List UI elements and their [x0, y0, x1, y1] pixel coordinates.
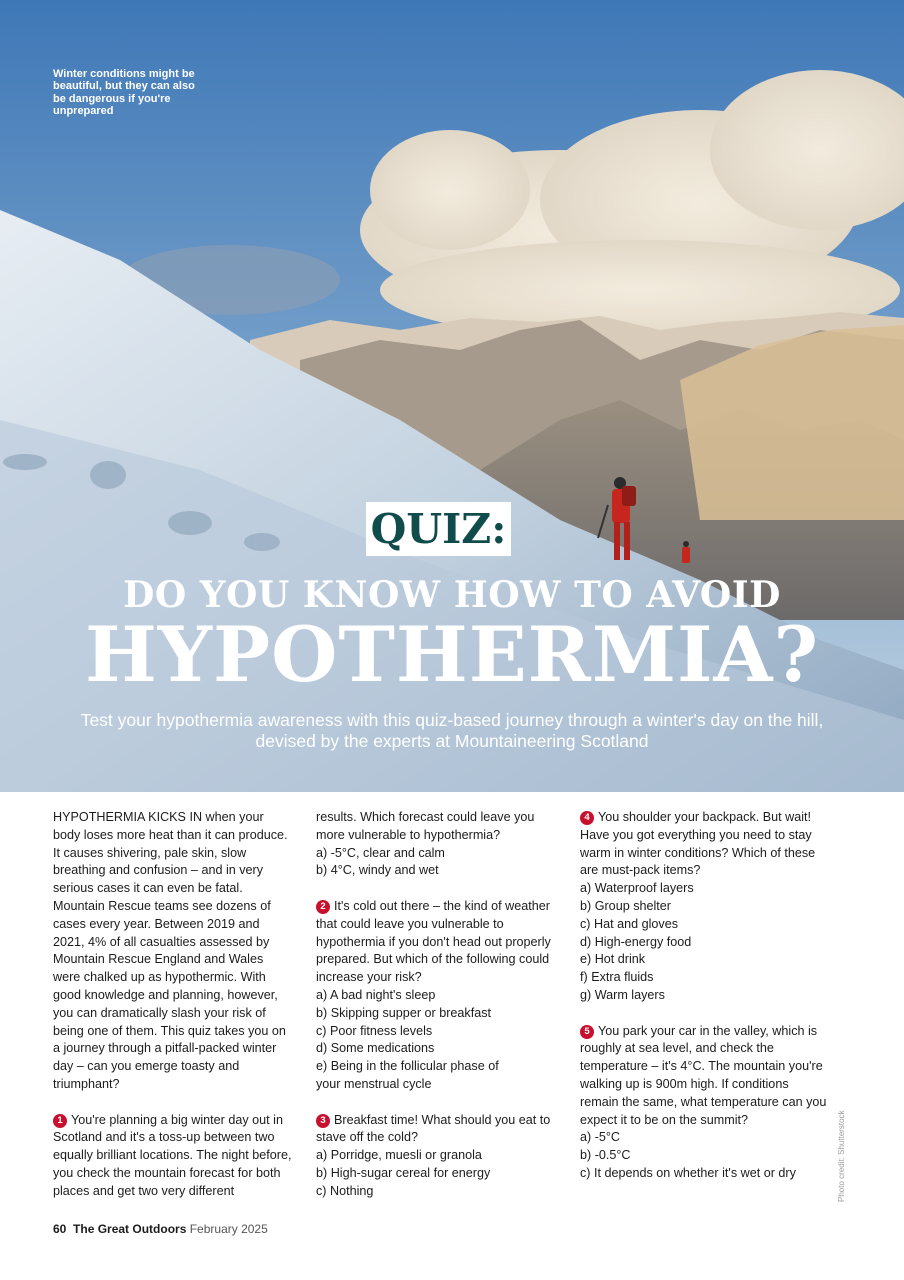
photo-credit: Photo credit: Shutterstock: [837, 1110, 846, 1202]
headline-line-2: HYPOTHERMIA?: [84, 610, 820, 699]
quiz-badge: [366, 502, 511, 556]
q4-option: d) High-energy food: [580, 934, 692, 949]
hiker-figure-distant: [682, 541, 690, 563]
question-4: [580, 809, 828, 880]
number-bullet-2: 2: [316, 900, 330, 914]
q4-option: g) Warm layers: [580, 987, 665, 1002]
page-number: 60: [53, 1222, 67, 1236]
question-2-text: It's cold out there – the kind of weather that could leave you vulnerable to hypothermia if you don't head out properly prepared. But which of the following could increase your risk?: [316, 898, 551, 985]
number-bullet-5: 5: [580, 1025, 594, 1039]
intro-text: when your body loses more heat than it can produce. It causes shivering, pale skin, slow breathing and confusion – and in very serious cases it can even be fatal. Mountain Rescue teams see dozens of cases every year. Between 2019 and 2021, 4% of all casualties assessed by Mountain Rescue England and Wales were chalked up as hypothermic. With good knowledge and planning, however, you can dramatically slash your risk of being one of them. This quiz takes you on a journey through a pitfall-packed winter day – can you emerge toasty and triumphant?: [53, 810, 288, 1091]
number-bullet-3: 3: [316, 1114, 330, 1128]
q3-option: a) Porridge, muesli or granola: [316, 1148, 482, 1163]
question-3: [316, 1112, 564, 1148]
question-1-continued: results. Which forecast could leave you more vulnerable to hypothermia?: [316, 810, 535, 842]
q4-option: e) Hot drink: [580, 952, 646, 967]
intro-lead: HYPOTHERMIA KICKS IN: [53, 810, 203, 824]
question-4-text: You shoulder your backpack. But wait! Have you got everything you need to stay warm in winter conditions? Which of these are must-pack items?: [580, 810, 816, 878]
q2-option: b) Skipping supper or breakfast: [316, 1005, 492, 1020]
magazine-name: The Great Outdoors: [73, 1222, 187, 1236]
q4-option: c) Hat and gloves: [580, 916, 679, 931]
q2-option: c) Poor fitness levels: [316, 1023, 433, 1038]
quiz-badge-label: QUIZ:: [370, 505, 507, 553]
q5-option: b) -0.5°C: [580, 1148, 631, 1163]
q5-option: a) -5°C: [580, 1130, 621, 1145]
q4-option: f) Extra fluids: [580, 970, 654, 985]
column-1: [53, 809, 293, 1201]
number-bullet-1: 1: [53, 1114, 67, 1128]
standfirst: Test your hypothermia awareness with this quiz-based journey through a winter's day on the hill, devised by the experts at Mountaineering Scotland: [80, 710, 824, 751]
number-bullet-4: 4: [580, 811, 594, 825]
question-1: [53, 1112, 293, 1201]
question-5: [580, 1023, 828, 1130]
question-3-text: Breakfast time! What should you eat to stave off the cold?: [316, 1112, 551, 1145]
q2-option: e) Being in the follicular phase of your menstrual cycle: [316, 1059, 499, 1091]
q3-option: c) Nothing: [316, 1183, 374, 1198]
question-2: [316, 898, 564, 987]
headline-line-1: DO YOU KNOW HOW TO AVOID: [123, 574, 781, 616]
q2-option: d) Some medications: [316, 1041, 435, 1056]
question-1-text-part-1: You're planning a big winter day out in Scotland and it's a toss-up between two equally brilliant locations. The night before, you check the mountain forecast for both places and get two very different: [53, 1112, 292, 1198]
column-2: [316, 809, 564, 1201]
q5-option: c) It depends on whether it's wet or dry: [580, 1165, 796, 1180]
page-footer: [53, 1222, 268, 1236]
question-5-text: You park your car in the valley, which is roughly at sea level, and check the temperature – it's 4°C. The mountain you're walking up is 900m high. If conditions remain the same, what temperature can you expect it to be on the summit?: [580, 1023, 827, 1127]
issue-date: February 2025: [189, 1222, 268, 1236]
q1-option: a) -5°C, clear and calm: [316, 845, 445, 860]
q1-option: b) 4°C, windy and wet: [316, 863, 439, 878]
q4-option: b) Group shelter: [580, 898, 671, 913]
q3-option: b) High-sugar cereal for energy: [316, 1165, 491, 1180]
q2-option: a) A bad night's sleep: [316, 987, 436, 1002]
q4-option: a) Waterproof layers: [580, 881, 694, 896]
column-3: [580, 809, 828, 1183]
intro-paragraph: [53, 809, 293, 1094]
photo-caption: Winter conditions might be beautiful, but they can also be dangerous if you're unprepared: [53, 68, 195, 118]
